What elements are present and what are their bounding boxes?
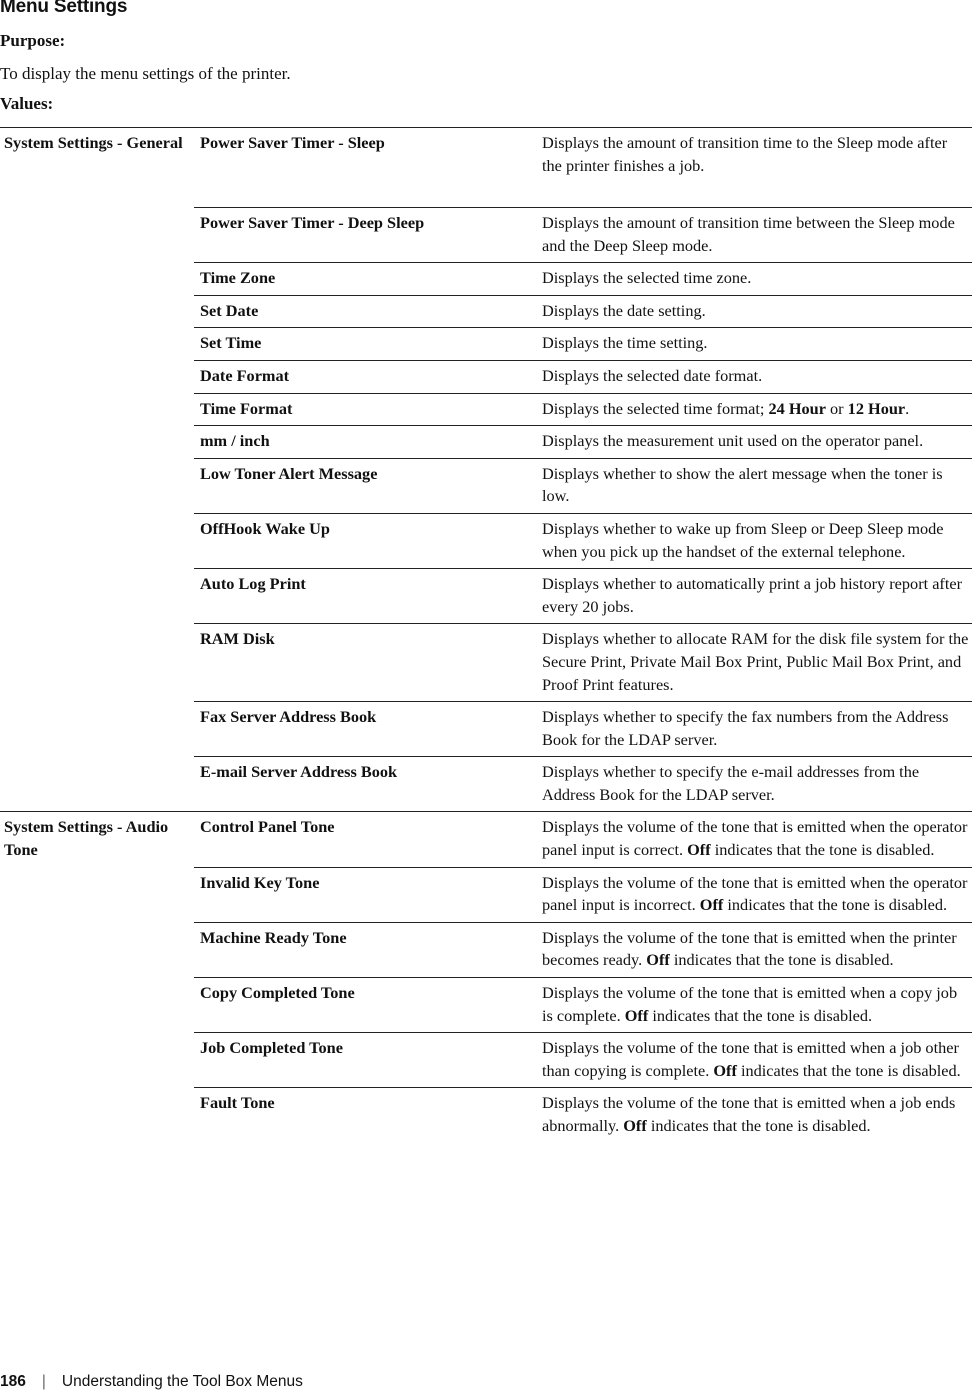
desc-text: indicates that the tone is disabled. [723, 895, 948, 915]
setting-name: RAM Disk [194, 624, 522, 702]
setting-name: Job Completed Tone [194, 1033, 522, 1088]
desc-text: Displays the volume of the tone that is emitted when a job other than copying is complete. [542, 1038, 959, 1080]
setting-name: Fault Tone [194, 1088, 522, 1143]
setting-name: Copy Completed Tone [194, 978, 522, 1033]
setting-description: Displays the amount of transition time between the Sleep mode and the Deep Sleep mode. [522, 208, 972, 263]
setting-name: OffHook Wake Up [194, 513, 522, 568]
setting-description [522, 1088, 972, 1143]
chapter-title: Understanding the Tool Box Menus [61, 1373, 303, 1390]
setting-description: Displays the time setting. [522, 328, 972, 361]
off-value: Off [624, 1005, 649, 1025]
off-value: Off [623, 1116, 647, 1135]
option-24-hour: 24 Hour [768, 398, 826, 418]
setting-name: Time Zone [194, 263, 522, 296]
settings-table [0, 127, 972, 1143]
option-12-hour: 12 Hour [847, 398, 906, 418]
setting-name: Set Time [194, 328, 522, 361]
setting-name: Power Saver Timer - Deep Sleep [194, 208, 522, 263]
desc-text: indicates that the tone is disabled. [710, 840, 935, 860]
off-value: Off [699, 895, 724, 915]
setting-name: Set Date [194, 295, 522, 328]
desc-text: . [905, 398, 910, 418]
desc-text: Displays the volume of the tone that is emitted when the printer becomes ready. [542, 927, 957, 970]
setting-description [522, 867, 972, 922]
desc-text: indicates that the tone is disabled. [669, 950, 894, 970]
purpose-text: To display the menu settings of the printer. [0, 64, 291, 83]
setting-name: Date Format [194, 360, 522, 393]
setting-description: Displays the selected time zone. [522, 263, 972, 296]
setting-description [522, 978, 972, 1033]
setting-name: Auto Log Print [194, 569, 522, 624]
desc-text: or [825, 398, 848, 418]
setting-name: Control Panel Tone [194, 812, 522, 867]
purpose-label: Purpose: [0, 31, 66, 50]
page-footer [0, 1373, 972, 1391]
off-value: Off [646, 950, 670, 970]
footer-separator: | [41, 1373, 46, 1390]
setting-name: E-mail Server Address Book [194, 757, 522, 812]
setting-name: mm / inch [194, 426, 522, 459]
setting-description: Displays whether to allocate RAM for the disk file system for the Secure Print, Private Mail Box Print, Public Mail Box Print, and Proof Print features. [522, 624, 972, 702]
desc-text: Displays the volume of the tone that is emitted when the operator panel input is correct. [542, 817, 968, 860]
setting-description [522, 1033, 972, 1088]
table-row [0, 812, 972, 867]
page-heading: Menu Settings [0, 0, 128, 17]
setting-name: Fax Server Address Book [194, 702, 522, 757]
setting-description [522, 393, 972, 426]
desc-text: indicates that the tone is disabled. [648, 1005, 873, 1025]
setting-description: Displays whether to specify the fax numbers from the Address Book for the LDAP server. [522, 702, 972, 757]
setting-description: Displays whether to automatically print a job history report after every 20 jobs. [522, 569, 972, 624]
page-number: 186 [0, 1373, 26, 1390]
setting-description: Displays whether to show the alert message when the toner is low. [522, 458, 972, 513]
setting-description: Displays the measurement unit used on the operator panel. [522, 426, 972, 459]
setting-description [522, 922, 972, 977]
off-value: Off [687, 840, 711, 860]
setting-name: Invalid Key Tone [194, 867, 522, 922]
setting-description: Displays the amount of transition time to the Sleep mode after the printer finishes a job. [522, 128, 972, 208]
setting-name: Low Toner Alert Message [194, 458, 522, 513]
setting-name: Power Saver Timer - Sleep [194, 128, 522, 208]
desc-text: Displays the volume of the tone that is emitted when a job ends abnormally. [542, 1093, 956, 1135]
desc-text: indicates that the tone is disabled. [736, 1060, 961, 1080]
desc-text: indicates that the tone is disabled. [646, 1116, 871, 1135]
setting-name: Machine Ready Tone [194, 922, 522, 977]
group-label-general: System Settings - General [0, 128, 194, 812]
table-row [0, 128, 972, 208]
setting-description: Displays whether to wake up from Sleep or Deep Sleep mode when you pick up the handset of the external telephone. [522, 513, 972, 568]
setting-description: Displays whether to specify the e-mail addresses from the Address Book for the LDAP server. [522, 757, 972, 812]
setting-name: Time Format [194, 393, 522, 426]
setting-description [522, 812, 972, 867]
setting-description: Displays the date setting. [522, 295, 972, 328]
desc-text: Displays the selected time format; [542, 398, 769, 418]
off-value: Off [713, 1060, 737, 1080]
group-label-audio-tone: System Settings - Audio Tone [0, 812, 194, 1143]
values-label: Values: [0, 94, 54, 113]
desc-text: Displays the volume of the tone that is emitted when the operator panel input is incorrect. [542, 872, 968, 915]
setting-description: Displays the selected date format. [522, 360, 972, 393]
desc-text: Displays the volume of the tone that is emitted when a copy job is complete. [542, 983, 958, 1025]
